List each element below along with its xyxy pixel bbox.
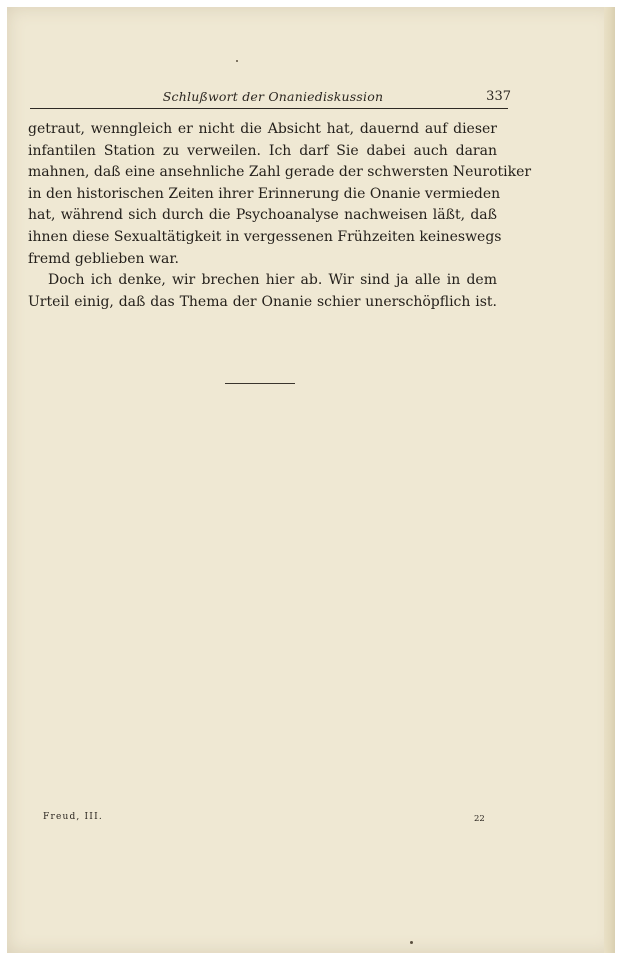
- footer-sheet-number: 22: [474, 814, 485, 824]
- text-line: Doch ich denke, wir brechen hier ab. Wir sind ja alle in dem: [48, 272, 497, 289]
- paper-speck: [410, 941, 413, 944]
- text-line: in den historischen Zeiten ihrer Erinnerung die Onanie vermieden: [28, 185, 501, 202]
- footer-signature: Freud, III.: [43, 812, 103, 822]
- text-line: ihnen diese Sexualtätigkeit in vergessenen Frühzeiten keineswegs: [28, 228, 502, 245]
- text-line: infantilen Station zu verweilen. Ich darf Sie dabei auch daran: [28, 142, 497, 159]
- header-rule: [30, 108, 508, 109]
- text-line: fremd geblieben war.: [28, 250, 179, 267]
- page-edge: [604, 7, 615, 953]
- running-head-title: Schlußwort der Onaniediskussion: [162, 89, 384, 104]
- running-head: [32, 88, 514, 108]
- body-text: [28, 119, 532, 313]
- paper-speck: [236, 60, 238, 62]
- text-line: mahnen, daß eine ansehnliche Zahl gerade der schwersten Neurotiker: [28, 164, 532, 181]
- section-end-rule: [225, 383, 295, 384]
- page-number: 337: [486, 89, 511, 104]
- text-line: getraut, wenngleich er nicht die Absicht hat, dauernd auf dieser: [28, 121, 497, 137]
- text-line: Urteil einig, daß das Thema der Onanie schier unerschöpflich ist.: [28, 293, 497, 310]
- text-line: hat, während sich durch die Psychoanalyse nachweisen läßt, daß: [28, 207, 497, 224]
